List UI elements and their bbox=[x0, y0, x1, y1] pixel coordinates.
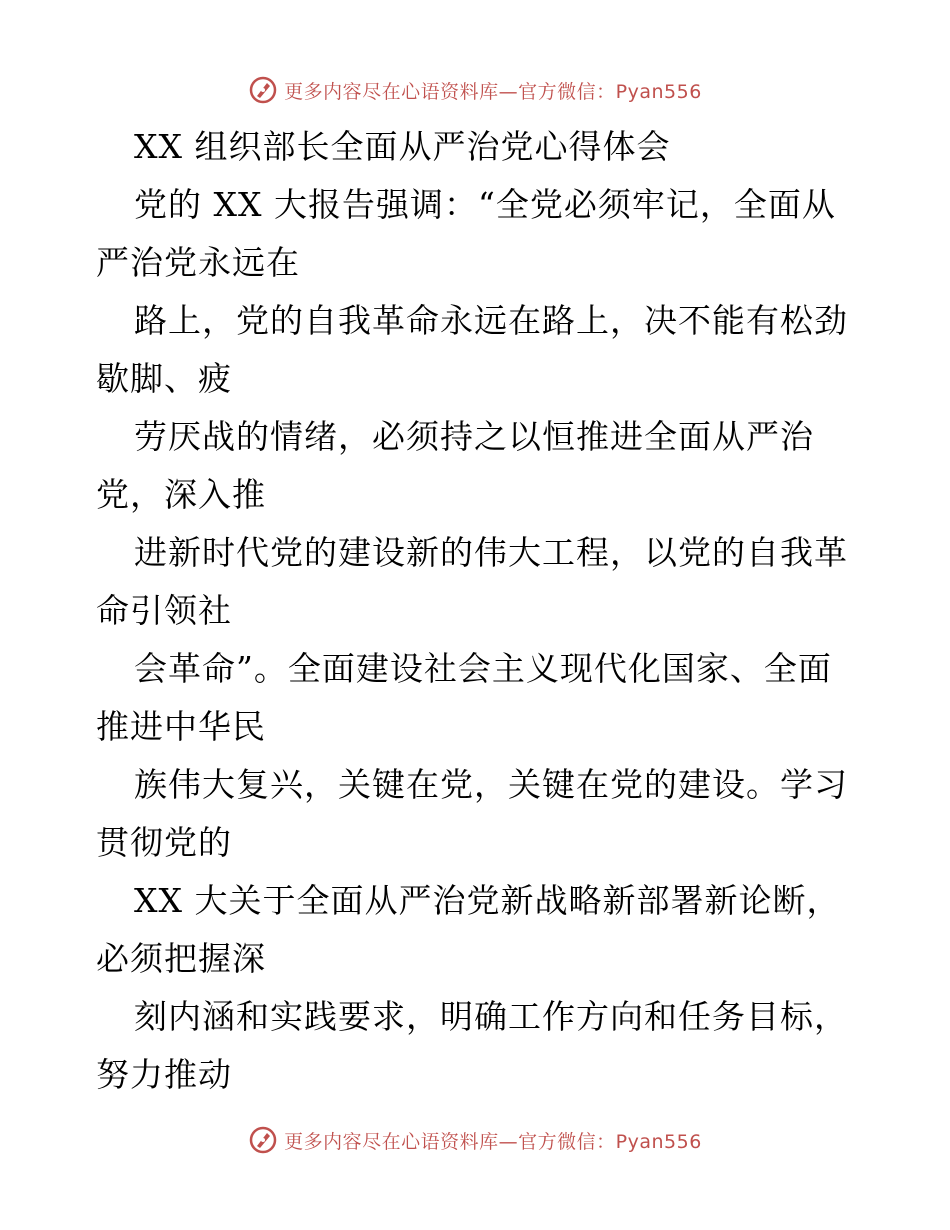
text-line: 党，深入推 bbox=[96, 475, 266, 514]
footer-banner-text: 更多内容尽在心语资料库—官方微信：Pyan556 bbox=[284, 1130, 702, 1153]
text-line: 族伟大复兴，关键在党，关键在党的建设。学习 bbox=[134, 765, 848, 804]
text-line: 推进中华民 bbox=[96, 707, 266, 746]
text-line: 刻内涵和实践要求，明确工作方向和任务目标， bbox=[134, 997, 848, 1036]
footer-banner bbox=[0, 1123, 950, 1157]
document-title: XX 组织部长全面从严治党心得体会 bbox=[134, 127, 671, 166]
text-line: 严治党永远在 bbox=[96, 243, 300, 282]
text-line: 路上，党的自我革命永远在路上，决不能有松劲 bbox=[134, 301, 848, 340]
text-line: 努力推动 bbox=[96, 1055, 232, 1094]
header-banner-text: 更多内容尽在心语资料库—官方微信：Pyan556 bbox=[284, 80, 702, 103]
text-line: 歇脚、疲 bbox=[96, 359, 232, 398]
text-line: 会革命”。全面建设社会主义现代化国家、全面 bbox=[134, 649, 832, 688]
text-line: 必须把握深 bbox=[96, 939, 266, 978]
text-line: XX 大关于全面从严治党新战略新部署新论断， bbox=[134, 881, 841, 920]
pen-nib-logo-icon bbox=[248, 75, 278, 105]
text-line: 党的 XX 大报告强调：“全党必须牢记，全面从 bbox=[134, 185, 836, 224]
text-line: 进新时代党的建设新的伟大工程，以党的自我革 bbox=[134, 533, 848, 572]
pen-nib-logo-icon bbox=[248, 1125, 278, 1155]
text-line: 命引领社 bbox=[96, 591, 232, 630]
text-line: 劳厌战的情绪，必须持之以恒推进全面从严治 bbox=[134, 417, 814, 456]
header-banner bbox=[0, 73, 950, 107]
text-line: 贯彻党的 bbox=[96, 823, 232, 862]
document-body bbox=[96, 118, 866, 1104]
